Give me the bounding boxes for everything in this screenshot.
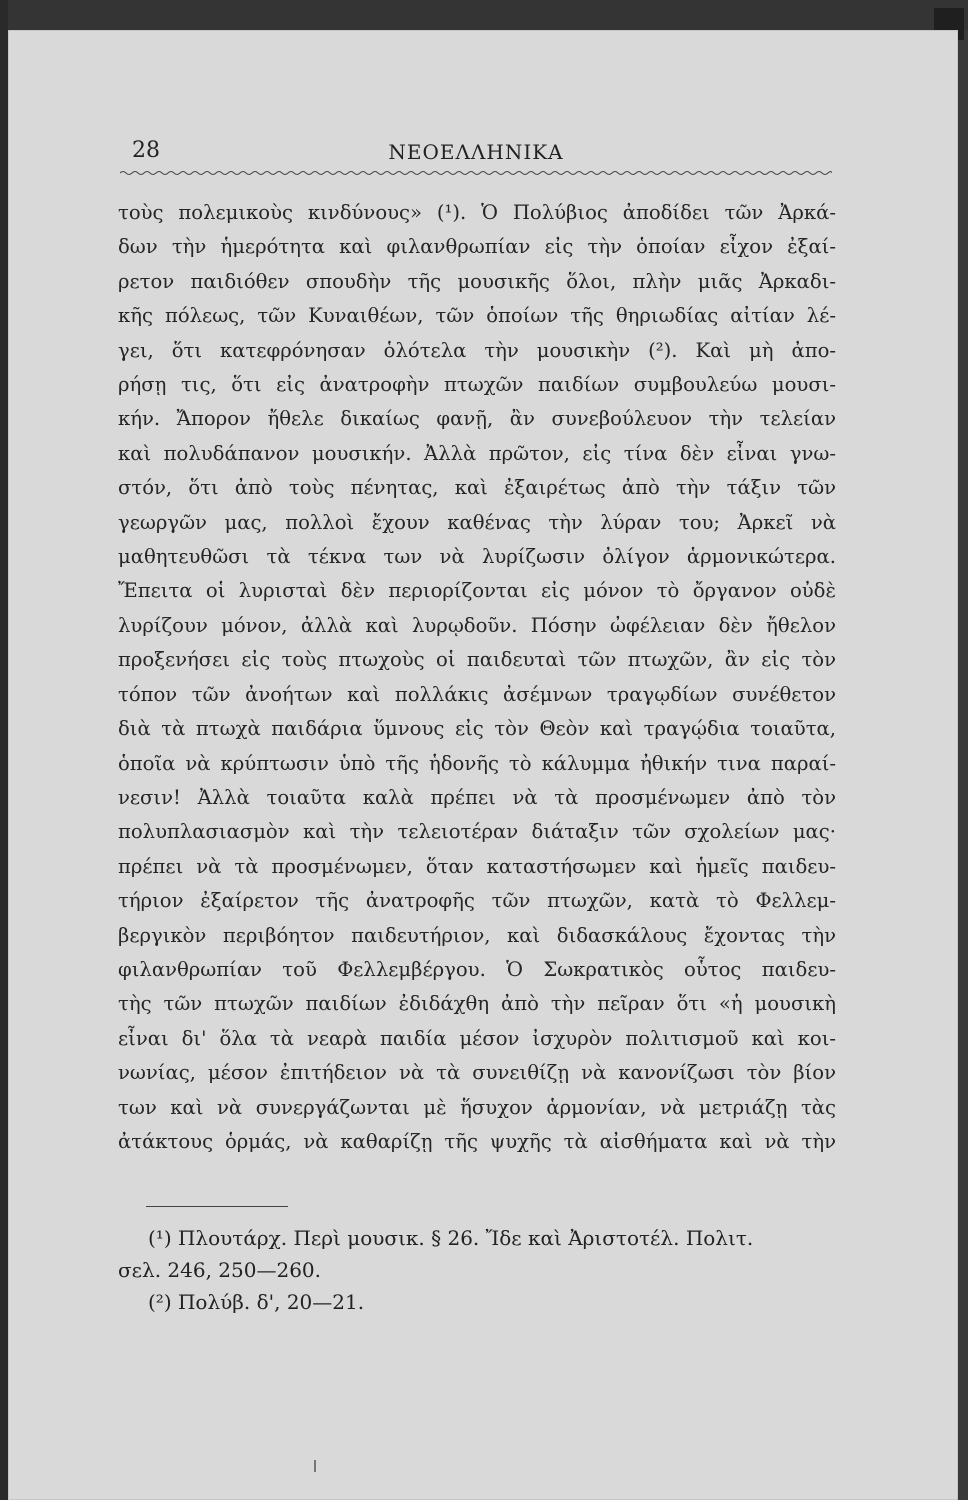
footnote-1-continuation: σελ. 246, 250—260. <box>118 1258 321 1282</box>
text-line: δων τὴν ἡμερότητα καὶ φιλανθρωπίαν εἰς τὴν ὁποίαν εἶχον ἐξαί- <box>118 235 836 259</box>
text-line: τοὺς πολεμικοὺς κινδύνους» (¹). Ὁ Πολύβιος ἀποδίδει τῶν Ἀρκά- <box>118 201 836 224</box>
text-line: μαθητευθῶσι τὰ τέκνα των νὰ λυρίζωσιν ὀλίγον ἁρμονικώτερα. <box>118 545 836 569</box>
footnote-1: (¹) Πλουτάρχ. Περὶ μουσικ. § 26. Ἴδε καὶ Ἀριστοτέλ. Πολιτ. <box>148 1226 754 1250</box>
text-line: κήν. Ἄπορον ἤθελε δικαίως φανῇ, ἂν συνεβούλευον τὴν τελείαν <box>118 407 836 431</box>
text-line: τόπον τῶν ἀνοήτων καὶ πολλάκις ἀσέμνων τραγῳδίων συνέθετον <box>118 682 836 706</box>
text-line: διὰ τὰ πτωχὰ παιδάρια ὕμνους εἰς τὸν Θεὸν καὶ τραγῴδια τοιαῦτα, <box>118 717 836 741</box>
text-line: πρέπει νὰ τὰ προσμένωμεν, ὅταν καταστήσωμεν καὶ ἡμεῖς παιδευ- <box>118 854 836 878</box>
text-line: νωνίας, μέσον ἐπιτήδειον νὰ τὰ συνειθίζῃ νὰ κανονίζωσι τὸν βίον <box>118 1061 836 1085</box>
text-line: καὶ πολυδάπανον μουσικήν. Ἀλλὰ πρῶτον, εἰς τίνα δὲν εἶναι γνω- <box>118 441 836 465</box>
text-line: γει, ὅτι κατεφρόνησαν ὁλότελα τὴν μουσικὴν (²). Καὶ μὴ ἀπο- <box>118 338 836 362</box>
text-line: νεσιν! Ἀλλὰ τοιαῦτα καλὰ πρέπει νὰ τὰ προσμένωμεν ἀπὸ τὸν <box>118 785 836 809</box>
book-spine-edge <box>0 0 8 1500</box>
text-line: Ἔπειτα οἱ λυρισταὶ δὲν περιορίζονται εἰς μόνον τὸ ὄργανον οὐδὲ <box>118 579 836 603</box>
text-line: βεργικὸν περιβόητον παιδευτήριον, καὶ διδασκάλους ἔχοντας τὴν <box>118 923 836 947</box>
text-line: ρετον παιδιόθεν σπουδὴν τῆς μουσικῆς ὅλοι, πλὴν μιᾶς Ἀρκαδι- <box>118 269 836 293</box>
text-line: των καὶ νὰ συνεργάζωνται μὲ ἥσυχον ἁρμονίαν, νὰ μετριάζῃ τὰς <box>118 1095 836 1119</box>
header-wavy-rule <box>120 170 832 176</box>
text-line: λυρίζουν μόνον, ἀλλὰ καὶ λυρῳδοῦν. Πόσην ὠφέλειαν δὲν ἤθελον <box>118 613 836 637</box>
footnote-2: (²) Πολύβ. δ', 20—21. <box>148 1290 365 1314</box>
page-number: 28 <box>132 138 160 163</box>
text-line: εἶναι δι' ὅλα τὰ νεαρὰ παιδία μέσον ἰσχυρὸν πολιτισμοῦ καὶ κοι- <box>118 1026 836 1050</box>
scan-top-edge <box>0 0 968 30</box>
footnote-separator <box>146 1206 288 1207</box>
text-line: γεωργῶν μας, πολλοὶ ἔχουν καθένας τὴν λύραν του; Ἀρκεῖ νὰ <box>118 510 836 534</box>
text-line: ὁποῖα νὰ κρύπτωσιν ὑπὸ τῆς ἡδονῆς τὸ κάλυμμα ἠθικήν τινα παραί- <box>118 751 836 775</box>
page-header <box>120 134 832 168</box>
text-line: πολυπλασιασμὸν καὶ τὴν τελειοτέραν διάταξιν τῶν σχολείων μας· <box>118 820 836 844</box>
paper-speck <box>314 1460 316 1472</box>
text-line: ἀτάκτους ὁρμάς, νὰ καθαρίζῃ τῆς ψυχῆς τὰ αἰσθήματα καὶ νὰ τὴν <box>118 1129 836 1153</box>
footnotes <box>118 1222 836 1318</box>
text-line: στόν, ὅτι ἀπὸ τοὺς πένητας, καὶ ἐξαιρέτως ἀπὸ τὴν τάξιν τῶν <box>118 476 836 500</box>
text-line: προξενήσει εἰς τοὺς πτωχοὺς οἱ παιδευταὶ τῶν πτωχῶν, ἂν εἰς τὸν <box>118 648 836 672</box>
text-line: φιλανθρωπίαν τοῦ Φελλεμβέργου. Ὁ Σωκρατικὸς οὗτος παιδευ- <box>118 957 836 981</box>
text-line: ρήσῃ τις, ὅτι εἰς ἀνατροφὴν πτωχῶν παιδίων συμβουλεύω μουσι- <box>118 373 836 397</box>
text-line: τὴς τῶν πτωχῶν παιδίων ἐδιδάχθη ἀπὸ τὴν πεῖραν ὅτι «ἡ μουσικὴ <box>118 992 836 1016</box>
text-line: τήριον ἐξαίρετον τῆς ἀνατροφῆς τῶν πτωχῶν, κατὰ τὸ Φελλεμ- <box>118 889 836 913</box>
running-title: ΝΕΟΕΛΛΗΝΙΚΑ <box>388 140 564 164</box>
text-line: κῆς πόλεως, τῶν Κυναιθέων, τῶν ὁποίων τῆς θηριωδίας αἰτίαν λέ- <box>118 304 836 328</box>
body-paragraph <box>118 196 836 1159</box>
